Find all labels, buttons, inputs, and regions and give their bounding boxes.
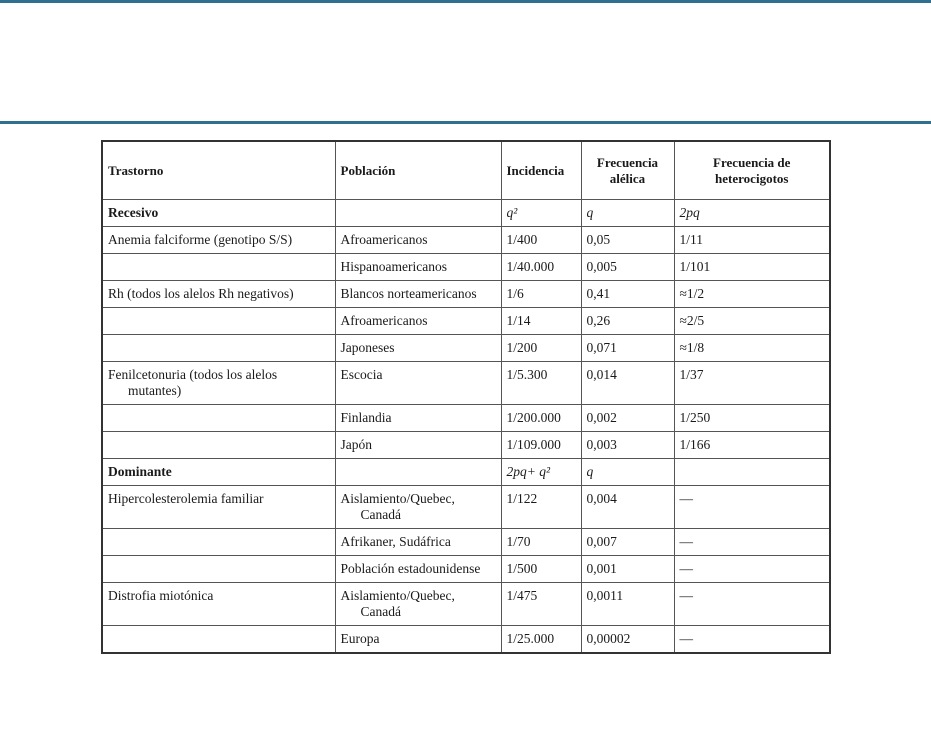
cell-incidencia: 1/5.300: [501, 362, 581, 405]
table-row: [102, 556, 830, 583]
cell-frecuencia-heterocigotos: —: [674, 486, 830, 529]
cell-frecuencia-heterocigotos: 1/250: [674, 405, 830, 432]
cell-frecuencia-alelica: q: [581, 459, 674, 486]
cell-incidencia: 1/200.000: [501, 405, 581, 432]
cell-incidencia: 1/500: [501, 556, 581, 583]
cell-poblacion: Japoneses: [335, 335, 501, 362]
table-row: [102, 281, 830, 308]
cell-frecuencia-heterocigotos: ≈1/2: [674, 281, 830, 308]
cell-poblacion: Aislamiento/Quebec, Canadá: [335, 583, 501, 626]
cell-frecuencia-heterocigotos: ≈1/8: [674, 335, 830, 362]
top-rule: [0, 0, 931, 3]
cell-trastorno: [102, 529, 335, 556]
cell-incidencia: 1/25.000: [501, 626, 581, 654]
table-row: [102, 486, 830, 529]
header-rule: [0, 121, 931, 124]
cell-frecuencia-alelica: 0,005: [581, 254, 674, 281]
cell-frecuencia-alelica: 0,014: [581, 362, 674, 405]
cell-incidencia: 1/70: [501, 529, 581, 556]
cell-poblacion: Blancos norteamericanos: [335, 281, 501, 308]
cell-frecuencia-heterocigotos: —: [674, 529, 830, 556]
cell-poblacion: Aislamiento/Quebec, Canadá: [335, 486, 501, 529]
cell-trastorno: Recesivo: [102, 200, 335, 227]
cell-trastorno: Rh (todos los alelos Rh negativos): [102, 281, 335, 308]
cell-trastorno: [102, 432, 335, 459]
cell-incidencia: 1/14: [501, 308, 581, 335]
cell-trastorno: Anemia falciforme (genotipo S/S): [102, 227, 335, 254]
cell-frecuencia-heterocigotos: 1/166: [674, 432, 830, 459]
table-row: [102, 254, 830, 281]
cell-frecuencia-alelica: 0,004: [581, 486, 674, 529]
cell-frecuencia-heterocigotos: —: [674, 556, 830, 583]
cell-frecuencia-heterocigotos: [674, 459, 830, 486]
cell-incidencia: 1/475: [501, 583, 581, 626]
cell-frecuencia-heterocigotos: —: [674, 583, 830, 626]
cell-frecuencia-alelica: 0,002: [581, 405, 674, 432]
section-row: [102, 200, 830, 227]
cell-poblacion: Población estadounidense: [335, 556, 501, 583]
cell-trastorno: Dominante: [102, 459, 335, 486]
cell-trastorno: [102, 308, 335, 335]
cell-frecuencia-alelica: 0,00002: [581, 626, 674, 654]
cell-frecuencia-heterocigotos: ≈2/5: [674, 308, 830, 335]
cell-frecuencia-heterocigotos: —: [674, 626, 830, 654]
cell-incidencia: 1/400: [501, 227, 581, 254]
section-row: [102, 459, 830, 486]
col-header-poblacion: Población: [335, 141, 501, 200]
table-header-row: [102, 141, 830, 200]
cell-poblacion: Japón: [335, 432, 501, 459]
col-header-frecuencia-heterocigotos: Frecuencia de heterocigotos: [674, 141, 830, 200]
cell-trastorno: [102, 254, 335, 281]
cell-frecuencia-alelica: 0,001: [581, 556, 674, 583]
table-row: [102, 626, 830, 654]
cell-poblacion: Finlandia: [335, 405, 501, 432]
cell-trastorno: [102, 405, 335, 432]
cell-frecuencia-alelica: 0,003: [581, 432, 674, 459]
cell-frecuencia-alelica: 0,007: [581, 529, 674, 556]
cell-trastorno: Distrofia miotónica: [102, 583, 335, 626]
cell-incidencia: 1/40.000: [501, 254, 581, 281]
cell-frecuencia-alelica: 0,41: [581, 281, 674, 308]
table-row: [102, 362, 830, 405]
col-header-incidencia: Incidencia: [501, 141, 581, 200]
cell-poblacion: Escocia: [335, 362, 501, 405]
cell-poblacion: Hispanoamericanos: [335, 254, 501, 281]
cell-frecuencia-alelica: q: [581, 200, 674, 227]
table-row: [102, 432, 830, 459]
table-row: [102, 227, 830, 254]
cell-poblacion: Afroamericanos: [335, 227, 501, 254]
cell-incidencia: q²: [501, 200, 581, 227]
cell-poblacion: Afrikaner, Sudáfrica: [335, 529, 501, 556]
cell-poblacion: Europa: [335, 626, 501, 654]
cell-frecuencia-alelica: 0,05: [581, 227, 674, 254]
cell-frecuencia-heterocigotos: 1/37: [674, 362, 830, 405]
cell-frecuencia-alelica: 0,26: [581, 308, 674, 335]
table-row: [102, 335, 830, 362]
cell-incidencia: 1/200: [501, 335, 581, 362]
table-row: [102, 529, 830, 556]
cell-frecuencia-alelica: 0,071: [581, 335, 674, 362]
cell-poblacion: [335, 200, 501, 227]
cell-frecuencia-alelica: 0,0011: [581, 583, 674, 626]
cell-frecuencia-heterocigotos: 1/11: [674, 227, 830, 254]
cell-trastorno: Hipercolesterolemia familiar: [102, 486, 335, 529]
cell-trastorno: [102, 335, 335, 362]
table-row: [102, 583, 830, 626]
cell-trastorno: [102, 626, 335, 654]
cell-trastorno: Fenilcetonuria (todos los alelos mutantes): [102, 362, 335, 405]
col-header-trastorno: Trastorno: [102, 141, 335, 200]
table-row: [102, 405, 830, 432]
cell-frecuencia-heterocigotos: 1/101: [674, 254, 830, 281]
cell-incidencia: 1/122: [501, 486, 581, 529]
cell-incidencia: 1/109.000: [501, 432, 581, 459]
cell-incidencia: 1/6: [501, 281, 581, 308]
cell-frecuencia-heterocigotos: 2pq: [674, 200, 830, 227]
cell-poblacion: [335, 459, 501, 486]
allele-frequency-table: [101, 140, 831, 654]
table-row: [102, 308, 830, 335]
cell-poblacion: Afroamericanos: [335, 308, 501, 335]
cell-incidencia: 2pq+ q²: [501, 459, 581, 486]
col-header-frecuencia-alelica: Frecuencia alélica: [581, 141, 674, 200]
cell-trastorno: [102, 556, 335, 583]
